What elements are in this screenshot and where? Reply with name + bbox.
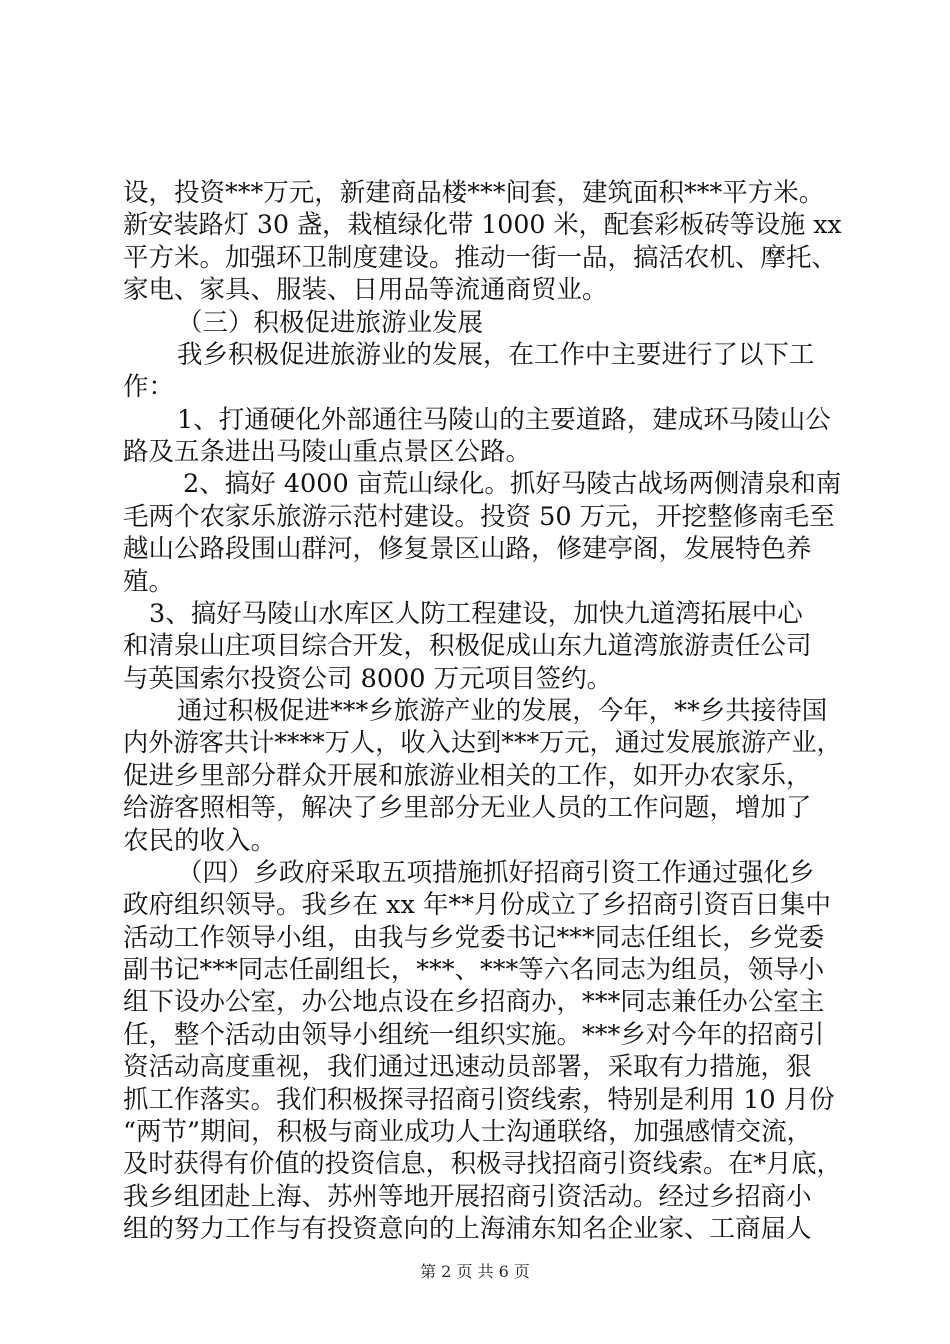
text-line: 家电、家具、服装、日用品等流通商贸业。 <box>123 275 608 305</box>
text-line: 资活动高度重视，我们通过迅速动员部署，采取有力措施，狠 <box>123 1052 812 1082</box>
text-line: 内外游客共计****万人，收入达到***万元，通过发展旅游产业， <box>123 728 842 758</box>
text-line: 抓工作落实。我们积极探寻招商引资线索，特别是利用 10 月份 <box>123 1085 835 1115</box>
text-line: 路及五条进出马陵山重点景区公路。 <box>123 437 532 467</box>
text-line: 副书记***同志任副组长，***、***等六名同志为组员，领导小 <box>123 955 825 985</box>
text-line: 组的努力工作与有投资意向的上海浦东知名企业家、工商届人 <box>123 1214 812 1244</box>
list-item: 3、搞好马陵山水库区人防工程建设，加快九道湾拓展中心 <box>149 599 803 629</box>
text-line: 殖。 <box>123 567 175 597</box>
text-line: 通过积极促进***乡旅游产业的发展，今年，**乡共接待国 <box>177 696 828 726</box>
text-line: 农民的收入。 <box>123 826 277 856</box>
list-item: 2、搞好 4000 亩荒山绿化。抓好马陵古战场两侧清泉和南 <box>183 469 842 499</box>
text-line: 毛两个农家乐旅游示范村建设。投资 50 万元，开挖整修南毛至 <box>123 502 835 532</box>
text-line: 组下设办公室，办公地点设在乡招商办，***同志兼任办公室主 <box>123 987 825 1017</box>
list-item: 1、打通硬化外部通往马陵山的主要道路，建成环马陵山公 <box>177 405 831 435</box>
text-line: 促进乡里部分群众开展和旅游业相关的工作，如开办农家乐， <box>123 761 812 791</box>
text-line: 和清泉山庄项目综合开发，积极促成山东九道湾旅游责任公司 <box>123 631 812 661</box>
section-heading: （三）积极促进旅游业发展 <box>177 308 484 338</box>
text-line: 越山公路段围山群河，修复景区山路，修建亭阁，发展特色养 <box>123 534 812 564</box>
page-footer: 第 2 页 共 6 页 <box>420 1262 530 1281</box>
section-heading: （四）乡政府采取五项措施抓好招商引资工作通过强化乡 <box>177 858 815 888</box>
text-line: 我乡组团赴上海、苏州等地开展招商引资活动。经过乡招商小 <box>123 1182 812 1212</box>
text-line: “两节”期间，积极与商业成功人士沟通联络，加强感情交流， <box>123 1117 813 1147</box>
text-line: 任，整个活动由领导小组统一组织实施。***乡对今年的招商引 <box>123 1020 825 1050</box>
text-line: 设，投资***万元，新建商品楼***间套，建筑面积***平方米。 <box>123 178 825 208</box>
text-line: 作： <box>123 372 175 402</box>
text-line: 政府组织领导。我乡在 xx 年**月份成立了乡招商引资百日集中 <box>123 890 831 920</box>
text-line: 与英国索尔投资公司 8000 万元项目签约。 <box>123 664 613 694</box>
text-line: 给游客照相等，解决了乡里部分无业人员的工作问题，增加了 <box>123 793 812 823</box>
text-line: 活动工作领导小组，由我与乡党委书记***同志任组长，乡党委 <box>123 923 825 953</box>
text-line: 及时获得有价值的投资信息，积极寻找招商引资线索。在*月底， <box>123 1149 842 1179</box>
text-line: 新安装路灯 30 盏，栽植绿化带 1000 米，配套彩板砖等设施 xx <box>123 210 842 240</box>
text-line: 平方米。加强环卫制度建设。推动一街一品，搞活农机、摩托、 <box>123 243 838 273</box>
text-line: 我乡积极促进旅游业的发展，在工作中主要进行了以下工 <box>177 340 815 370</box>
